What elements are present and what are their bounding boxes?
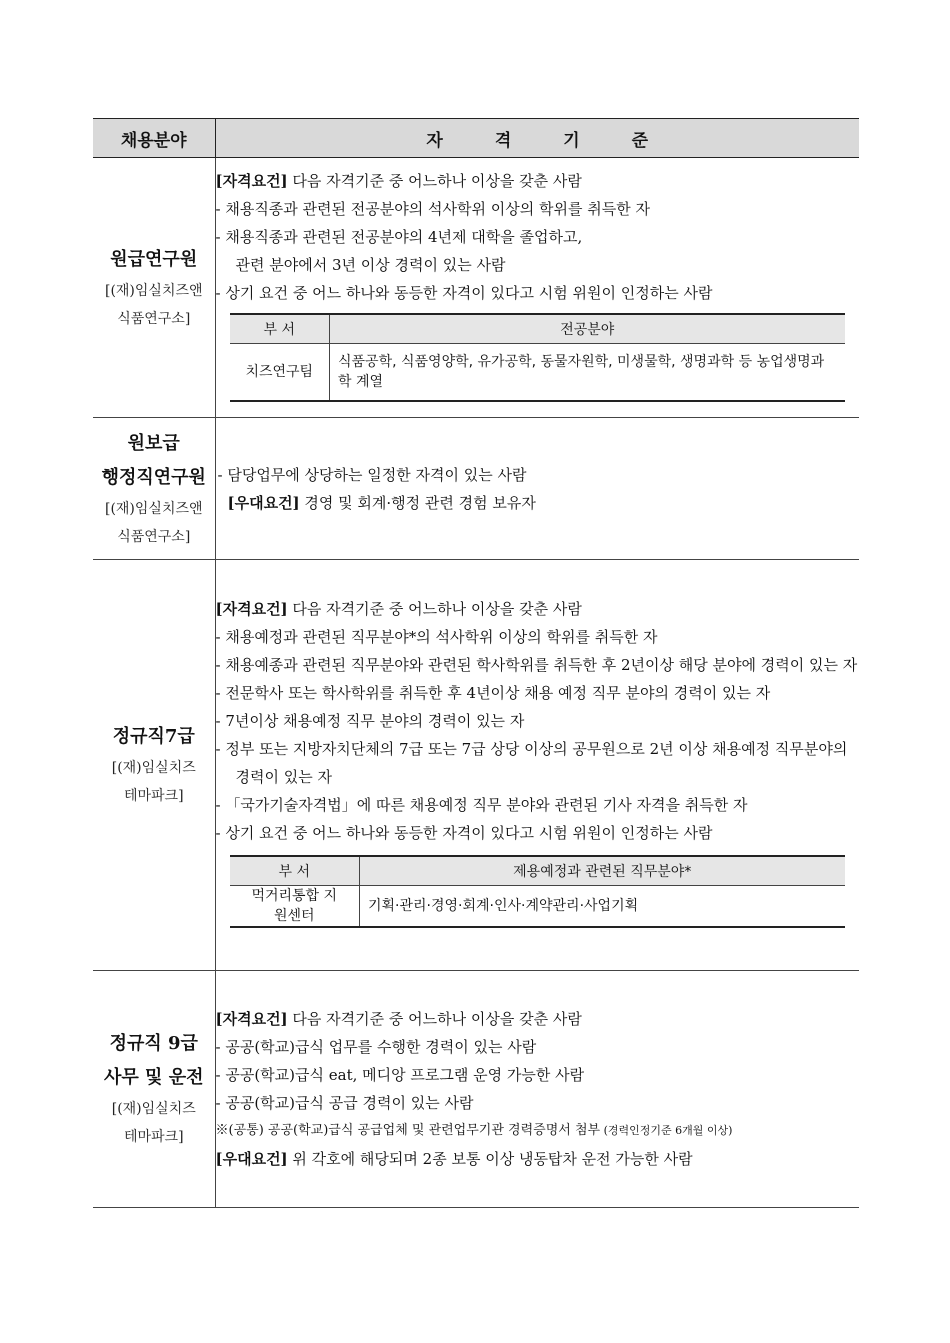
sub-header-field: 전공분야 <box>330 314 845 344</box>
field-cell <box>93 418 215 560</box>
sub-dept: 치즈연구팀 <box>230 344 330 402</box>
sub-dept: 먹거리통합 지원센터 <box>230 885 360 927</box>
criteria-cell <box>215 971 859 1208</box>
list-item: 관련 분야에서 3년 이상 경력이 있는 사람 <box>235 256 506 274</box>
department-table <box>230 313 845 402</box>
field-name: 행정직연구원 <box>101 466 206 488</box>
field-org: [(재)임실치즈앤 <box>104 282 203 299</box>
field-cell <box>93 158 215 418</box>
header-field: 채용분야 <box>93 119 215 158</box>
list-item: - 「국가기술자격법」에 따른 채용예정 직무 분야와 관련된 기사 자격을 취득한 자 <box>215 795 748 814</box>
table-header-row <box>93 119 859 158</box>
field-org: 테마파크] <box>123 1129 184 1145</box>
note-small: (경력인정기준 6개월 이상) <box>600 1124 733 1137</box>
preference-line <box>218 489 860 517</box>
field-cell <box>93 971 215 1208</box>
sub-header-field: 제용예정과 관련된 직무분야* <box>360 856 845 886</box>
field-name: 원보급 <box>127 432 180 454</box>
sub-field: 식품공학, 식품영양학, 유가공학, 동물자원학, 미생물학, 생명과학 등 농업생명과학 계열 <box>330 344 845 402</box>
field-name: 사무 및 운전 <box>104 1067 204 1088</box>
preference-text: 경영 및 회계·행정 관련 경험 보유자 <box>299 493 536 512</box>
note-text: ※(공통) 공공(학교)급식 공급업체 및 관련업무기관 경력증명서 첨부 <box>215 1123 601 1138</box>
requirement-intro: 다음 자격기준 중 어느하나 이상을 갖춘 사람 <box>287 1010 582 1028</box>
table-row <box>93 560 859 971</box>
table-row <box>93 418 859 560</box>
field-org: 테마파크] <box>123 788 184 804</box>
criteria-cell <box>215 418 859 560</box>
list-item: - 공공(학교)급식 업무를 수행한 경력이 있는 사람 <box>215 1038 537 1056</box>
list-item: - 채용직종과 관련된 전공분야의 4년제 대학을 졸업하고, <box>215 228 583 246</box>
field-name: 정규직7급 <box>112 726 195 747</box>
list-item: - 채용직종과 관련된 전공분야의 석사학위 이상의 학위를 취득한 자 <box>215 200 650 218</box>
field-name: 원급연구원 <box>110 248 198 270</box>
list-item: - 상기 요건 중 어느 하나와 동등한 자격이 있다고 시험 위원이 인정하는 사람 <box>215 823 713 842</box>
header-criteria <box>215 119 859 158</box>
sub-field: 기획·관리·경영·회계·인사·계약관리·사업기획 <box>360 885 845 927</box>
list-item: - 공공(학교)급식 eat, 메디앙 프로그램 운영 가능한 사람 <box>215 1066 585 1084</box>
requirement-line <box>216 1005 860 1033</box>
table-row <box>93 971 859 1208</box>
list-item: - 채용예종과 관련된 직무분야와 관련된 학사학위를 취득한 후 2년이상 해당 분야에 경력이 있는 자 <box>215 655 858 674</box>
field-org: [(재)임실치즈 <box>111 760 196 776</box>
requirement-tag: [자격요건] <box>215 599 288 618</box>
field-org: [(재)임실치즈 <box>111 1101 196 1117</box>
field-org: [(재)임실치즈앤 <box>104 500 203 517</box>
preference-tag: [우대요건] <box>215 1150 288 1168</box>
sub-header-dept: 부 서 <box>230 314 330 344</box>
qualification-table <box>93 118 859 1208</box>
table-row <box>93 158 859 418</box>
field-cell <box>93 560 215 971</box>
common-note <box>216 1117 860 1145</box>
preference-text: 위 각호에 해당되며 2종 보통 이상 냉동탑차 운전 가능한 사람 <box>287 1150 693 1168</box>
criteria-cell <box>215 560 859 971</box>
criteria-cell <box>215 158 859 418</box>
list-item: - 공공(학교)급식 공급 경력이 있는 사람 <box>215 1094 474 1112</box>
field-org: 식품연구소] <box>117 310 191 327</box>
requirement-line <box>216 595 860 623</box>
requirement-tag: [자격요건] <box>215 1010 288 1028</box>
requirement-intro: 다음 자격기준 중 어느하나 이상을 갖춘 사람 <box>287 599 582 618</box>
list-item: - 7년이상 채용예정 직무 분야의 경력이 있는 자 <box>215 711 525 730</box>
sub-header-dept: 부 서 <box>230 856 360 886</box>
list-item: - 채용예정과 관련된 직무분야*의 석사학위 이상의 학위를 취득한 자 <box>215 627 658 646</box>
department-table <box>230 855 845 928</box>
requirement-line <box>216 167 860 195</box>
list-item: - 전문학사 또는 학사학위를 취득한 후 4년이상 채용 예정 직무 분야의 경력이 있는 자 <box>215 683 771 702</box>
list-item: - 담당업무에 상당하는 일정한 자격이 있는 사람 <box>217 465 527 484</box>
list-item: - 정부 또는 지방자치단체의 7급 또는 7급 상당 이상의 공무원으로 2년 이상 채용예정 직무분야의 경력이 있는 자 <box>215 739 848 786</box>
preference-line <box>216 1145 860 1173</box>
preference-tag: [우대요건] <box>227 493 300 512</box>
requirement-tag: [자격요건] <box>215 172 288 190</box>
list-item: - 상기 요건 중 어느 하나와 동등한 자격이 있다고 시험 위원이 인정하는 사람 <box>215 284 713 302</box>
requirement-intro: 다음 자격기준 중 어느하나 이상을 갖춘 사람 <box>287 172 582 190</box>
field-org: 식품연구소] <box>117 528 191 545</box>
field-name: 정규직 9급 <box>109 1033 198 1054</box>
header-criteria-text: 자격기준 <box>426 130 701 151</box>
